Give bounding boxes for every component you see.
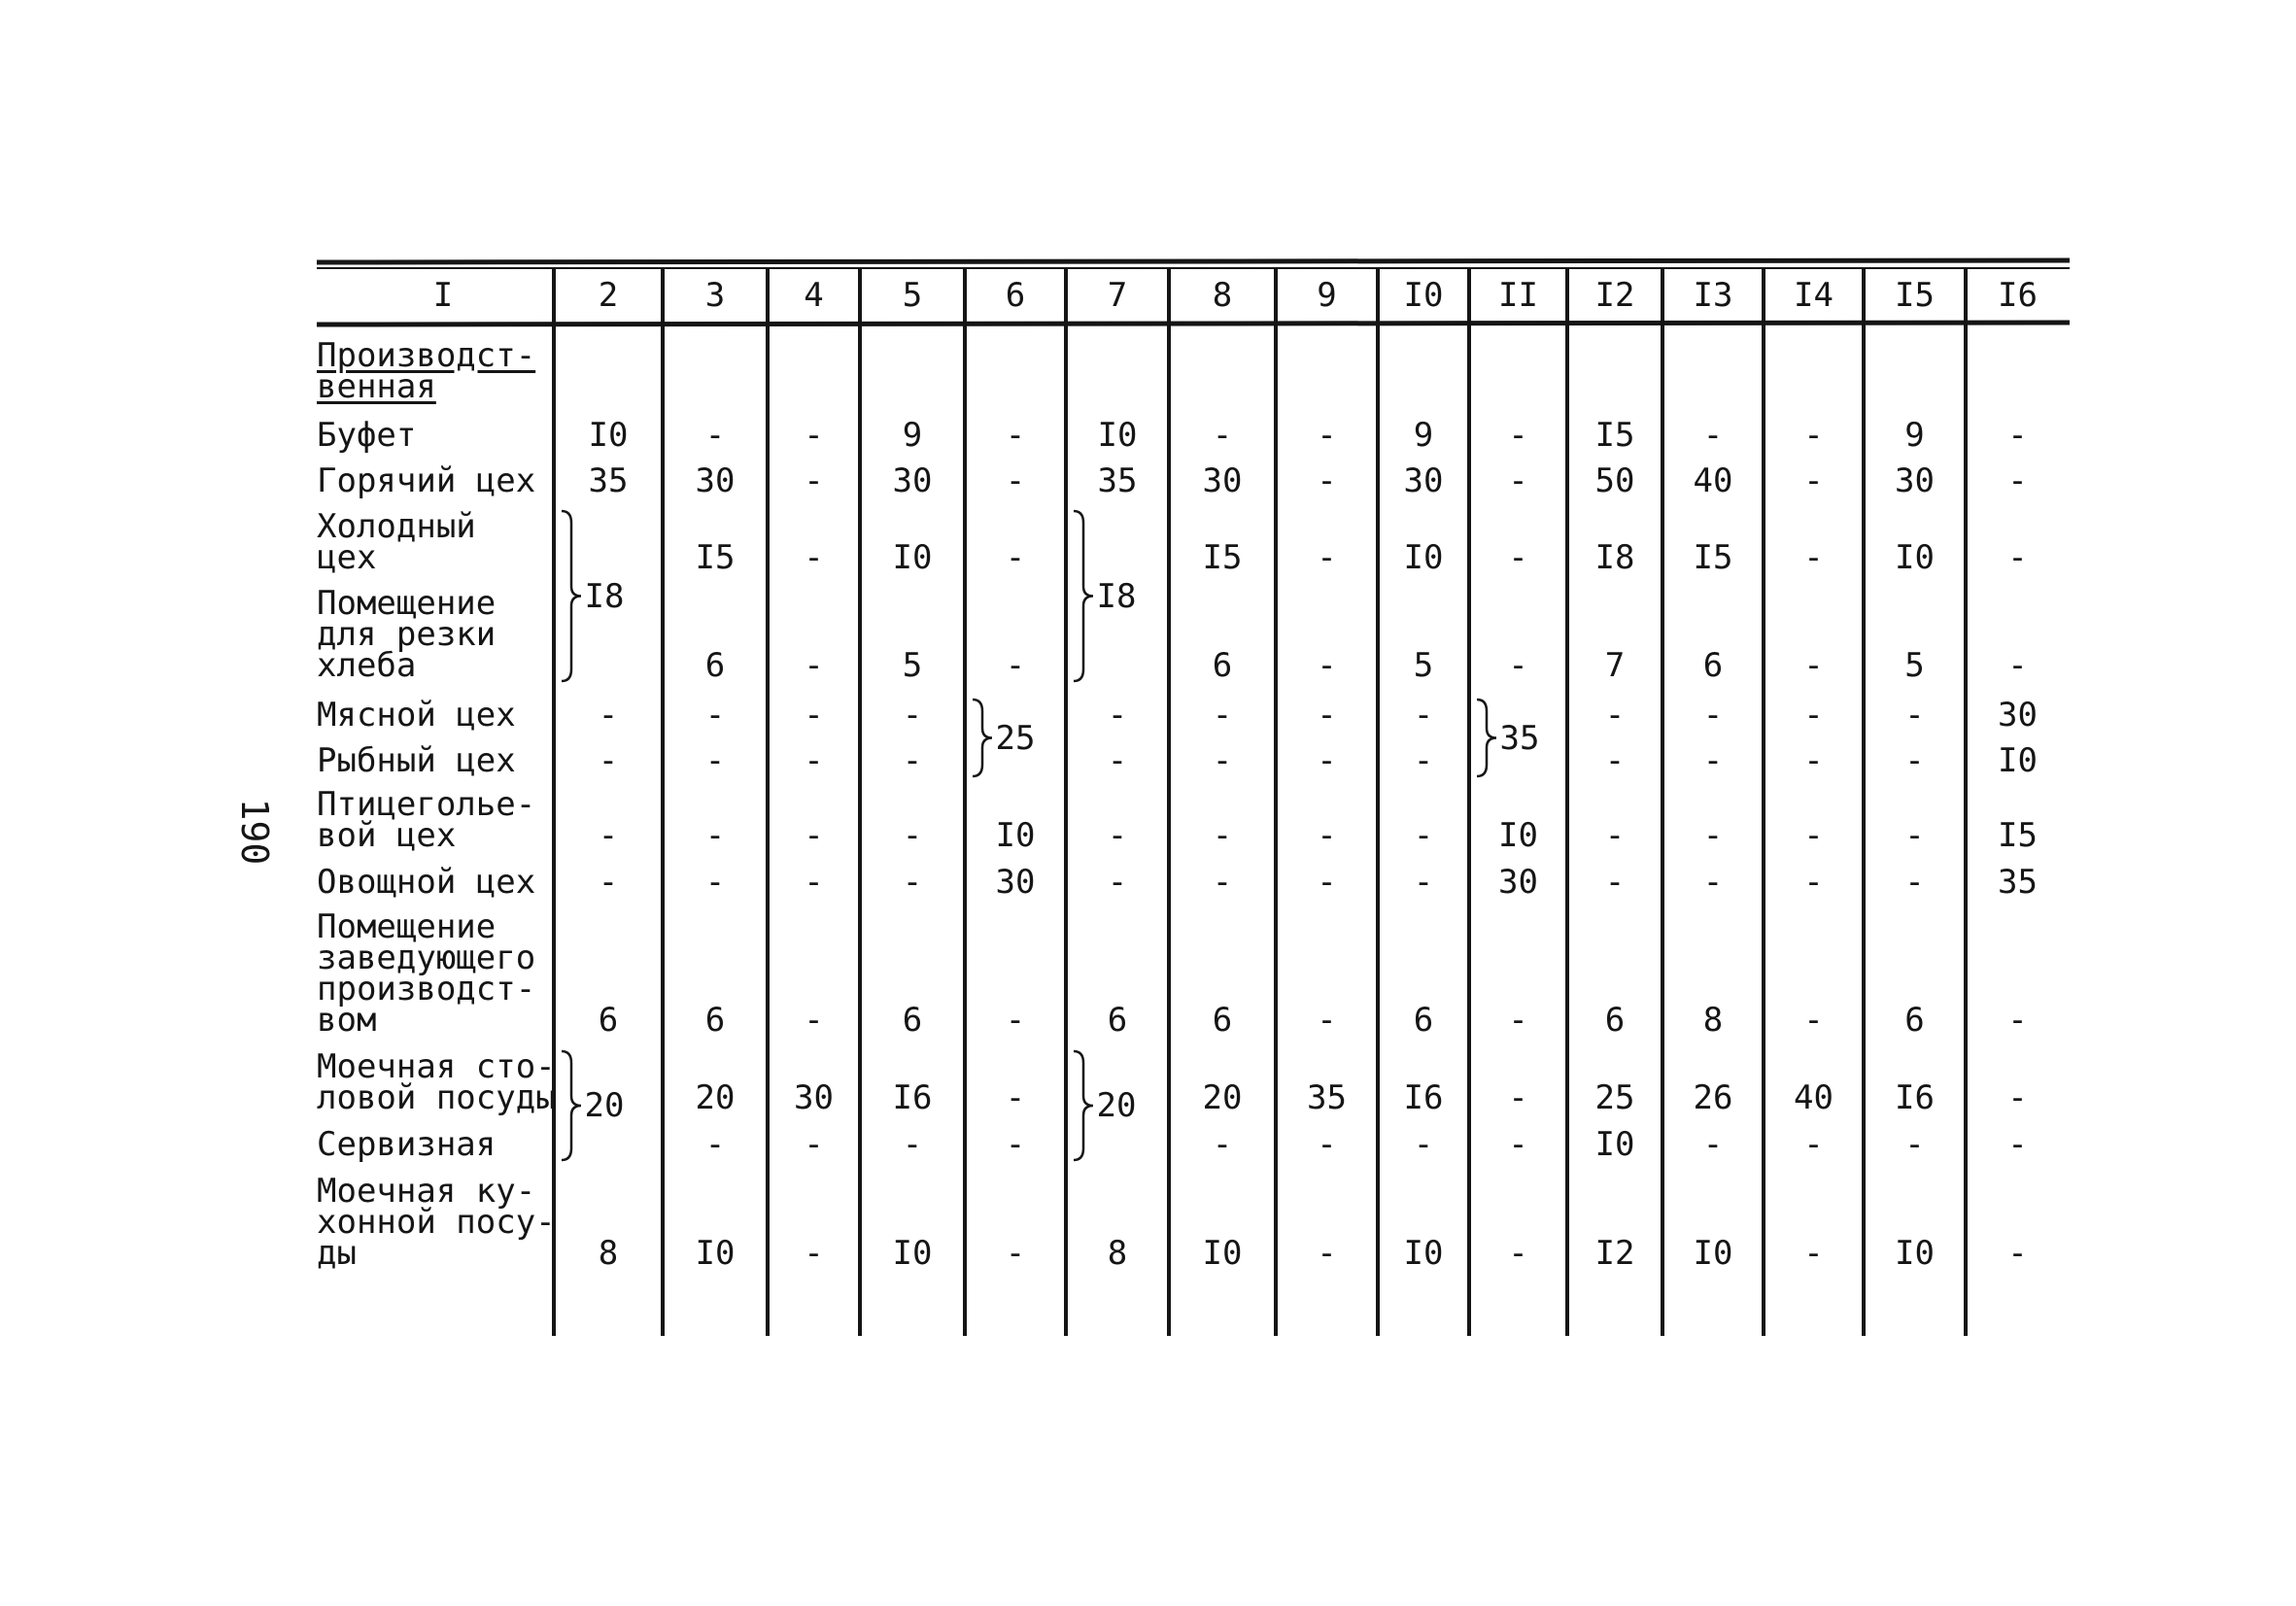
table-cell: - — [1508, 1078, 1528, 1117]
table-cell: I0 — [1403, 538, 1444, 577]
table-cell: I0 — [588, 416, 629, 455]
table-cell: 30 — [1403, 461, 1444, 500]
table-cell: 30 — [695, 461, 736, 500]
table-cell: - — [1803, 646, 1824, 685]
table-cell: - — [1317, 646, 1337, 685]
row-label: Горячий цех — [317, 461, 536, 500]
merge-brace — [1074, 511, 1093, 681]
table-cell: 6 — [704, 646, 726, 685]
table-cell: - — [2007, 1001, 2028, 1040]
column-header: I — [432, 276, 454, 315]
table-cell: - — [704, 416, 726, 455]
table-cell: - — [1508, 538, 1528, 577]
column-header: 9 — [1317, 276, 1337, 315]
table-cell: 9 — [902, 416, 923, 455]
table-cell: 8 — [1107, 1234, 1128, 1273]
table-cell: 8 — [1702, 1001, 1724, 1040]
table-cell: 20 — [1202, 1078, 1243, 1117]
table-cell: - — [1702, 816, 1724, 855]
merged-cell: 20 — [584, 1086, 625, 1125]
table-cell: - — [1005, 416, 1026, 455]
table-cell: I0 — [1202, 1234, 1243, 1273]
merge-brace — [562, 1051, 581, 1160]
table-cell: - — [704, 816, 726, 855]
table-cell: - — [1508, 1125, 1528, 1164]
table-cell: 7 — [1604, 646, 1626, 685]
column-header: 5 — [902, 276, 923, 315]
row-label: хонной посу- — [317, 1203, 556, 1242]
table-cell: - — [2007, 1125, 2028, 1164]
table-cell: I0 — [892, 1234, 933, 1273]
table-cell: - — [1702, 863, 1724, 902]
table-cell: 35 — [1998, 863, 2038, 902]
row-label: Моечная ку- — [317, 1172, 536, 1211]
table-cell: 6 — [1604, 1001, 1626, 1040]
table-cell: - — [1317, 816, 1337, 855]
table-cell: - — [1702, 1125, 1724, 1164]
table-cell: - — [598, 863, 619, 902]
table-cell: - — [1803, 1125, 1824, 1164]
table-cell: - — [1508, 1234, 1528, 1273]
table-cell: 6 — [1702, 646, 1724, 685]
table-cell: - — [1413, 741, 1434, 780]
table-cell: - — [902, 863, 923, 902]
table-cell: - — [804, 646, 824, 685]
table-cell: - — [1803, 696, 1824, 735]
table-cell: 6 — [1212, 1001, 1233, 1040]
table-cell: - — [1107, 816, 1128, 855]
merged-cell: 20 — [1096, 1086, 1137, 1125]
table-cell: - — [598, 816, 619, 855]
table-cell: I0 — [892, 538, 933, 577]
table-cell: - — [2007, 461, 2028, 500]
table-cell: I0 — [1594, 1125, 1635, 1164]
table-cell: 6 — [1413, 1001, 1434, 1040]
table-cell: - — [1317, 538, 1337, 577]
table-cell: - — [1212, 816, 1233, 855]
row-label: Сервизная — [317, 1125, 497, 1164]
table-cell: 6 — [598, 1001, 619, 1040]
table-cell: - — [1508, 416, 1528, 455]
row-label: Помещение — [317, 584, 497, 623]
table-cell: 40 — [1794, 1078, 1833, 1117]
table-cell: - — [1904, 816, 1925, 855]
table-cell: - — [1107, 741, 1128, 780]
merged-cell: 35 — [1499, 718, 1540, 758]
row-label: вой цех — [317, 816, 457, 855]
table-cell: - — [1803, 416, 1824, 455]
table-cell: - — [598, 696, 619, 735]
row-label: Мясной цех — [317, 696, 516, 735]
table-cell: - — [804, 696, 824, 735]
row-label: Холодный — [317, 507, 476, 546]
row-label: Птицегольe- — [317, 785, 536, 824]
table-cell: - — [804, 416, 824, 455]
table-cell: - — [2007, 416, 2028, 455]
table-cell: - — [1005, 1001, 1026, 1040]
table-cell: - — [804, 1001, 824, 1040]
column-header: I0 — [1403, 276, 1444, 315]
column-header: 6 — [1005, 276, 1026, 315]
table-cell: - — [598, 741, 619, 780]
column-header: I5 — [1895, 276, 1935, 315]
row-label: вом — [317, 1001, 377, 1040]
table-cell: - — [1803, 863, 1824, 902]
table-cell: - — [1702, 416, 1724, 455]
table-cell: I0 — [1097, 416, 1138, 455]
table-cell: - — [804, 1125, 824, 1164]
table-cell: - — [1212, 741, 1233, 780]
row-label: цех — [317, 538, 377, 577]
table-cell: - — [902, 1125, 923, 1164]
merge-brace — [562, 511, 581, 681]
table-cell: - — [1005, 1078, 1026, 1117]
table-cell: - — [1317, 1001, 1337, 1040]
table-cell: - — [1604, 816, 1626, 855]
table-cell: I0 — [1895, 1234, 1935, 1273]
table-cell: - — [1107, 863, 1128, 902]
table-cell: - — [1317, 461, 1337, 500]
table-cell: - — [804, 863, 824, 902]
table-cell: - — [1803, 1234, 1824, 1273]
table-cell: - — [1107, 696, 1128, 735]
table-cell: - — [1413, 696, 1434, 735]
column-header: 7 — [1107, 276, 1128, 315]
table-cell: - — [1604, 863, 1626, 902]
table-cell: I5 — [1594, 416, 1635, 455]
table-cell: - — [804, 741, 824, 780]
row-label: производст- — [317, 970, 536, 1008]
table-cell: - — [1803, 741, 1824, 780]
table-cell: - — [2007, 1078, 2028, 1117]
table-cell: - — [1904, 741, 1925, 780]
page-number: 190 — [233, 798, 276, 866]
row-label: Буфет — [317, 416, 417, 455]
table-cell: - — [1317, 741, 1337, 780]
table-cell: 30 — [995, 863, 1036, 902]
table-cell: - — [804, 538, 824, 577]
table-cell: - — [1702, 696, 1724, 735]
table-cell: - — [1005, 1125, 1026, 1164]
table-cell: - — [1803, 538, 1824, 577]
table-cell: - — [1005, 461, 1026, 500]
table-cell: 20 — [695, 1078, 736, 1117]
table-cell: - — [902, 696, 923, 735]
table-cell: - — [1005, 538, 1026, 577]
merged-cell: I8 — [584, 576, 625, 616]
table-cell: - — [704, 696, 726, 735]
table-cell: - — [704, 863, 726, 902]
table-cell: 6 — [902, 1001, 923, 1040]
column-header: 4 — [804, 276, 824, 315]
table-cell: I6 — [1403, 1078, 1444, 1117]
table-cell: - — [704, 741, 726, 780]
row-label: Рыбный цех — [317, 741, 516, 780]
table-cell: I0 — [695, 1234, 736, 1273]
table-cell: - — [1904, 1125, 1925, 1164]
merged-cell: 25 — [995, 718, 1036, 758]
table-cell: - — [902, 741, 923, 780]
column-header: 2 — [598, 276, 619, 315]
table-cell: 35 — [588, 461, 629, 500]
column-header: II — [1498, 276, 1538, 315]
table-cell: I0 — [995, 816, 1036, 855]
column-header: I6 — [1998, 276, 2038, 315]
table-cell: 30 — [892, 461, 933, 500]
table-cell: 6 — [704, 1001, 726, 1040]
row-label: хлеба — [317, 646, 417, 685]
table-cell: 35 — [1307, 1078, 1347, 1117]
table-cell: - — [1413, 863, 1434, 902]
table-cell: - — [1803, 816, 1824, 855]
table-cell: 5 — [1413, 646, 1434, 685]
table-cell: - — [1212, 1125, 1233, 1164]
table-cell: I0 — [1998, 741, 2038, 780]
column-header: I2 — [1594, 276, 1635, 315]
table-cell: I5 — [1202, 538, 1243, 577]
row-label: Овощной цех — [317, 863, 536, 902]
table-cell: - — [1212, 863, 1233, 902]
section-title: Производст- — [317, 336, 536, 375]
row-label: ловой посуды — [317, 1078, 556, 1117]
section-title: венная — [317, 367, 436, 406]
merge-brace — [1477, 700, 1496, 776]
table-cell: - — [902, 816, 923, 855]
row-label: заведующего — [317, 939, 536, 977]
table-cell: - — [1904, 863, 1925, 902]
table-cell: 25 — [1594, 1078, 1635, 1117]
table-cell: - — [1317, 696, 1337, 735]
table-cell: 5 — [902, 646, 923, 685]
column-header: 3 — [704, 276, 726, 315]
table-cell: - — [1212, 416, 1233, 455]
merge-brace — [973, 700, 992, 776]
table-cell: - — [2007, 646, 2028, 685]
table-cell: I0 — [1895, 538, 1935, 577]
header-bottom-rule — [317, 323, 2070, 325]
table-cell: - — [1604, 696, 1626, 735]
table-cell: - — [1604, 741, 1626, 780]
table-cell: - — [1702, 741, 1724, 780]
table-cell: I0 — [1498, 816, 1538, 855]
table-cell: - — [1904, 696, 1925, 735]
table-cell: - — [1508, 461, 1528, 500]
table-cell: - — [1803, 1001, 1824, 1040]
table-cell: 50 — [1594, 461, 1635, 500]
table-cell: 8 — [598, 1234, 619, 1273]
table-cell: 6 — [1904, 1001, 1925, 1040]
table-cell: - — [1508, 646, 1528, 685]
table-top-rule — [317, 260, 2070, 262]
table-cell: I0 — [1403, 1234, 1444, 1273]
table-cell: I6 — [892, 1078, 933, 1117]
table-cell: I6 — [1895, 1078, 1935, 1117]
table-cell: - — [1413, 816, 1434, 855]
table-cell: 6 — [1107, 1001, 1128, 1040]
table-cell: 26 — [1693, 1078, 1733, 1117]
table-cell: 30 — [794, 1078, 834, 1117]
table-cell: - — [804, 816, 824, 855]
row-label: ды — [317, 1234, 357, 1273]
table-cell: I5 — [695, 538, 736, 577]
table-cell: 5 — [1904, 646, 1925, 685]
column-header: 8 — [1212, 276, 1233, 315]
table-cell: - — [1317, 416, 1337, 455]
table-cell: - — [804, 461, 824, 500]
table-cell: I8 — [1594, 538, 1635, 577]
table-cell: - — [1317, 1234, 1337, 1273]
table-cell: 35 — [1097, 461, 1138, 500]
table-cell: - — [1317, 1125, 1337, 1164]
row-label: для резки — [317, 615, 497, 654]
table-cell: 30 — [1895, 461, 1935, 500]
table-cell: 30 — [1498, 863, 1538, 902]
table-cell: 40 — [1693, 461, 1733, 500]
table-cell: - — [704, 1125, 726, 1164]
column-header: I3 — [1693, 276, 1733, 315]
table-cell: - — [1212, 696, 1233, 735]
table-cell: - — [1317, 863, 1337, 902]
column-header: I4 — [1794, 276, 1833, 315]
table-cell: I2 — [1594, 1234, 1635, 1273]
table-cell: - — [1508, 1001, 1528, 1040]
table-cell: I0 — [1693, 1234, 1733, 1273]
merged-cell: I8 — [1096, 576, 1137, 616]
table-cell: I5 — [1693, 538, 1733, 577]
row-label: Помещение — [317, 907, 497, 946]
table-cell: - — [1005, 1234, 1026, 1273]
table-cell: 30 — [1998, 696, 2038, 735]
table-cell: 9 — [1413, 416, 1434, 455]
table-cell: 6 — [1212, 646, 1233, 685]
merge-brace — [1074, 1051, 1093, 1160]
table-cell: - — [2007, 1234, 2028, 1273]
table-cell: - — [1803, 461, 1824, 500]
table-cell: - — [1413, 1125, 1434, 1164]
row-label: Моечная сто- — [317, 1047, 556, 1086]
table-cell: - — [1005, 646, 1026, 685]
table-cell: - — [2007, 538, 2028, 577]
table-cell: I5 — [1998, 816, 2038, 855]
table-cell: 9 — [1904, 416, 1925, 455]
table-cell: - — [804, 1234, 824, 1273]
table-cell: 30 — [1202, 461, 1243, 500]
